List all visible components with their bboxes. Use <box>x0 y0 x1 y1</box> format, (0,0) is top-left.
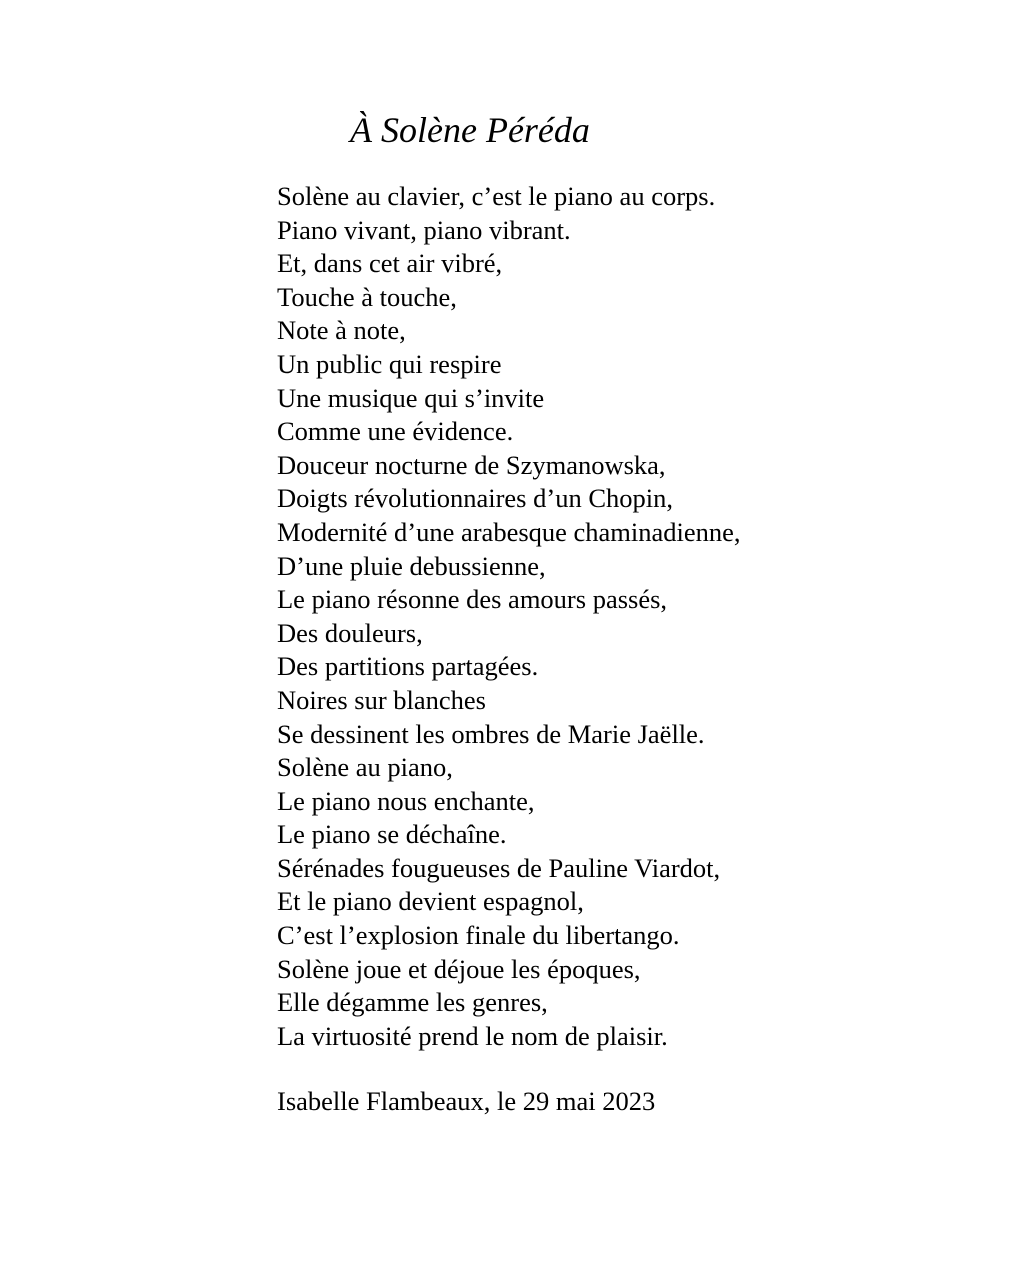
poem-line: Le piano se déchaîne. <box>277 819 507 850</box>
poem-line: Sérénades fougueuses de Pauline Viardot, <box>277 852 721 883</box>
poem-title: À Solène Péréda <box>350 110 590 150</box>
poem-line: Elle dégamme les genres, <box>277 987 548 1018</box>
poem-line: Le piano résonne des amours passés, <box>277 584 668 615</box>
poem-line: Solène au clavier, c’est le piano au corps. <box>277 181 716 211</box>
poem-line: Se dessinent les ombres de Marie Jaëlle. <box>277 718 705 749</box>
signature-line: Isabelle Flambeaux, le 29 mai 2023 <box>277 1086 656 1116</box>
poem-line: Comme une évidence. <box>277 416 514 447</box>
poem-line: Un public qui respire <box>277 348 502 379</box>
poem-line: Et le piano devient espagnol, <box>277 886 584 917</box>
poem-line: Modernité d’une arabesque chaminadienne, <box>277 516 741 547</box>
poem-line: Et, dans cet air vibré, <box>277 248 503 279</box>
poem-body <box>277 180 741 1053</box>
poem-line: Note à note, <box>277 315 406 346</box>
poem-line: Doigts révolutionnaires d’un Chopin, <box>277 483 673 514</box>
poem-line: Une musique qui s’invite <box>277 382 545 413</box>
poem-line: Piano vivant, piano vibrant. <box>277 214 571 245</box>
poem-line: Solène au piano, <box>277 752 453 783</box>
poem-line: Solène joue et déjoue les époques, <box>277 953 641 984</box>
poem-line: D’une pluie debussienne, <box>277 550 546 581</box>
poem-line: Des partitions partagées. <box>277 651 539 682</box>
poem-line: Douceur nocturne de Szymanowska, <box>277 449 666 480</box>
poem-line: Touche à touche, <box>277 281 457 312</box>
poem-line: Des douleurs, <box>277 617 423 648</box>
poem-line: Noires sur blanches <box>277 684 486 715</box>
poem-line: C’est l’explosion finale du libertango. <box>277 920 680 951</box>
poem-line: Le piano nous enchante, <box>277 785 535 816</box>
poem-line: La virtuosité prend le nom de plaisir. <box>277 1020 668 1051</box>
